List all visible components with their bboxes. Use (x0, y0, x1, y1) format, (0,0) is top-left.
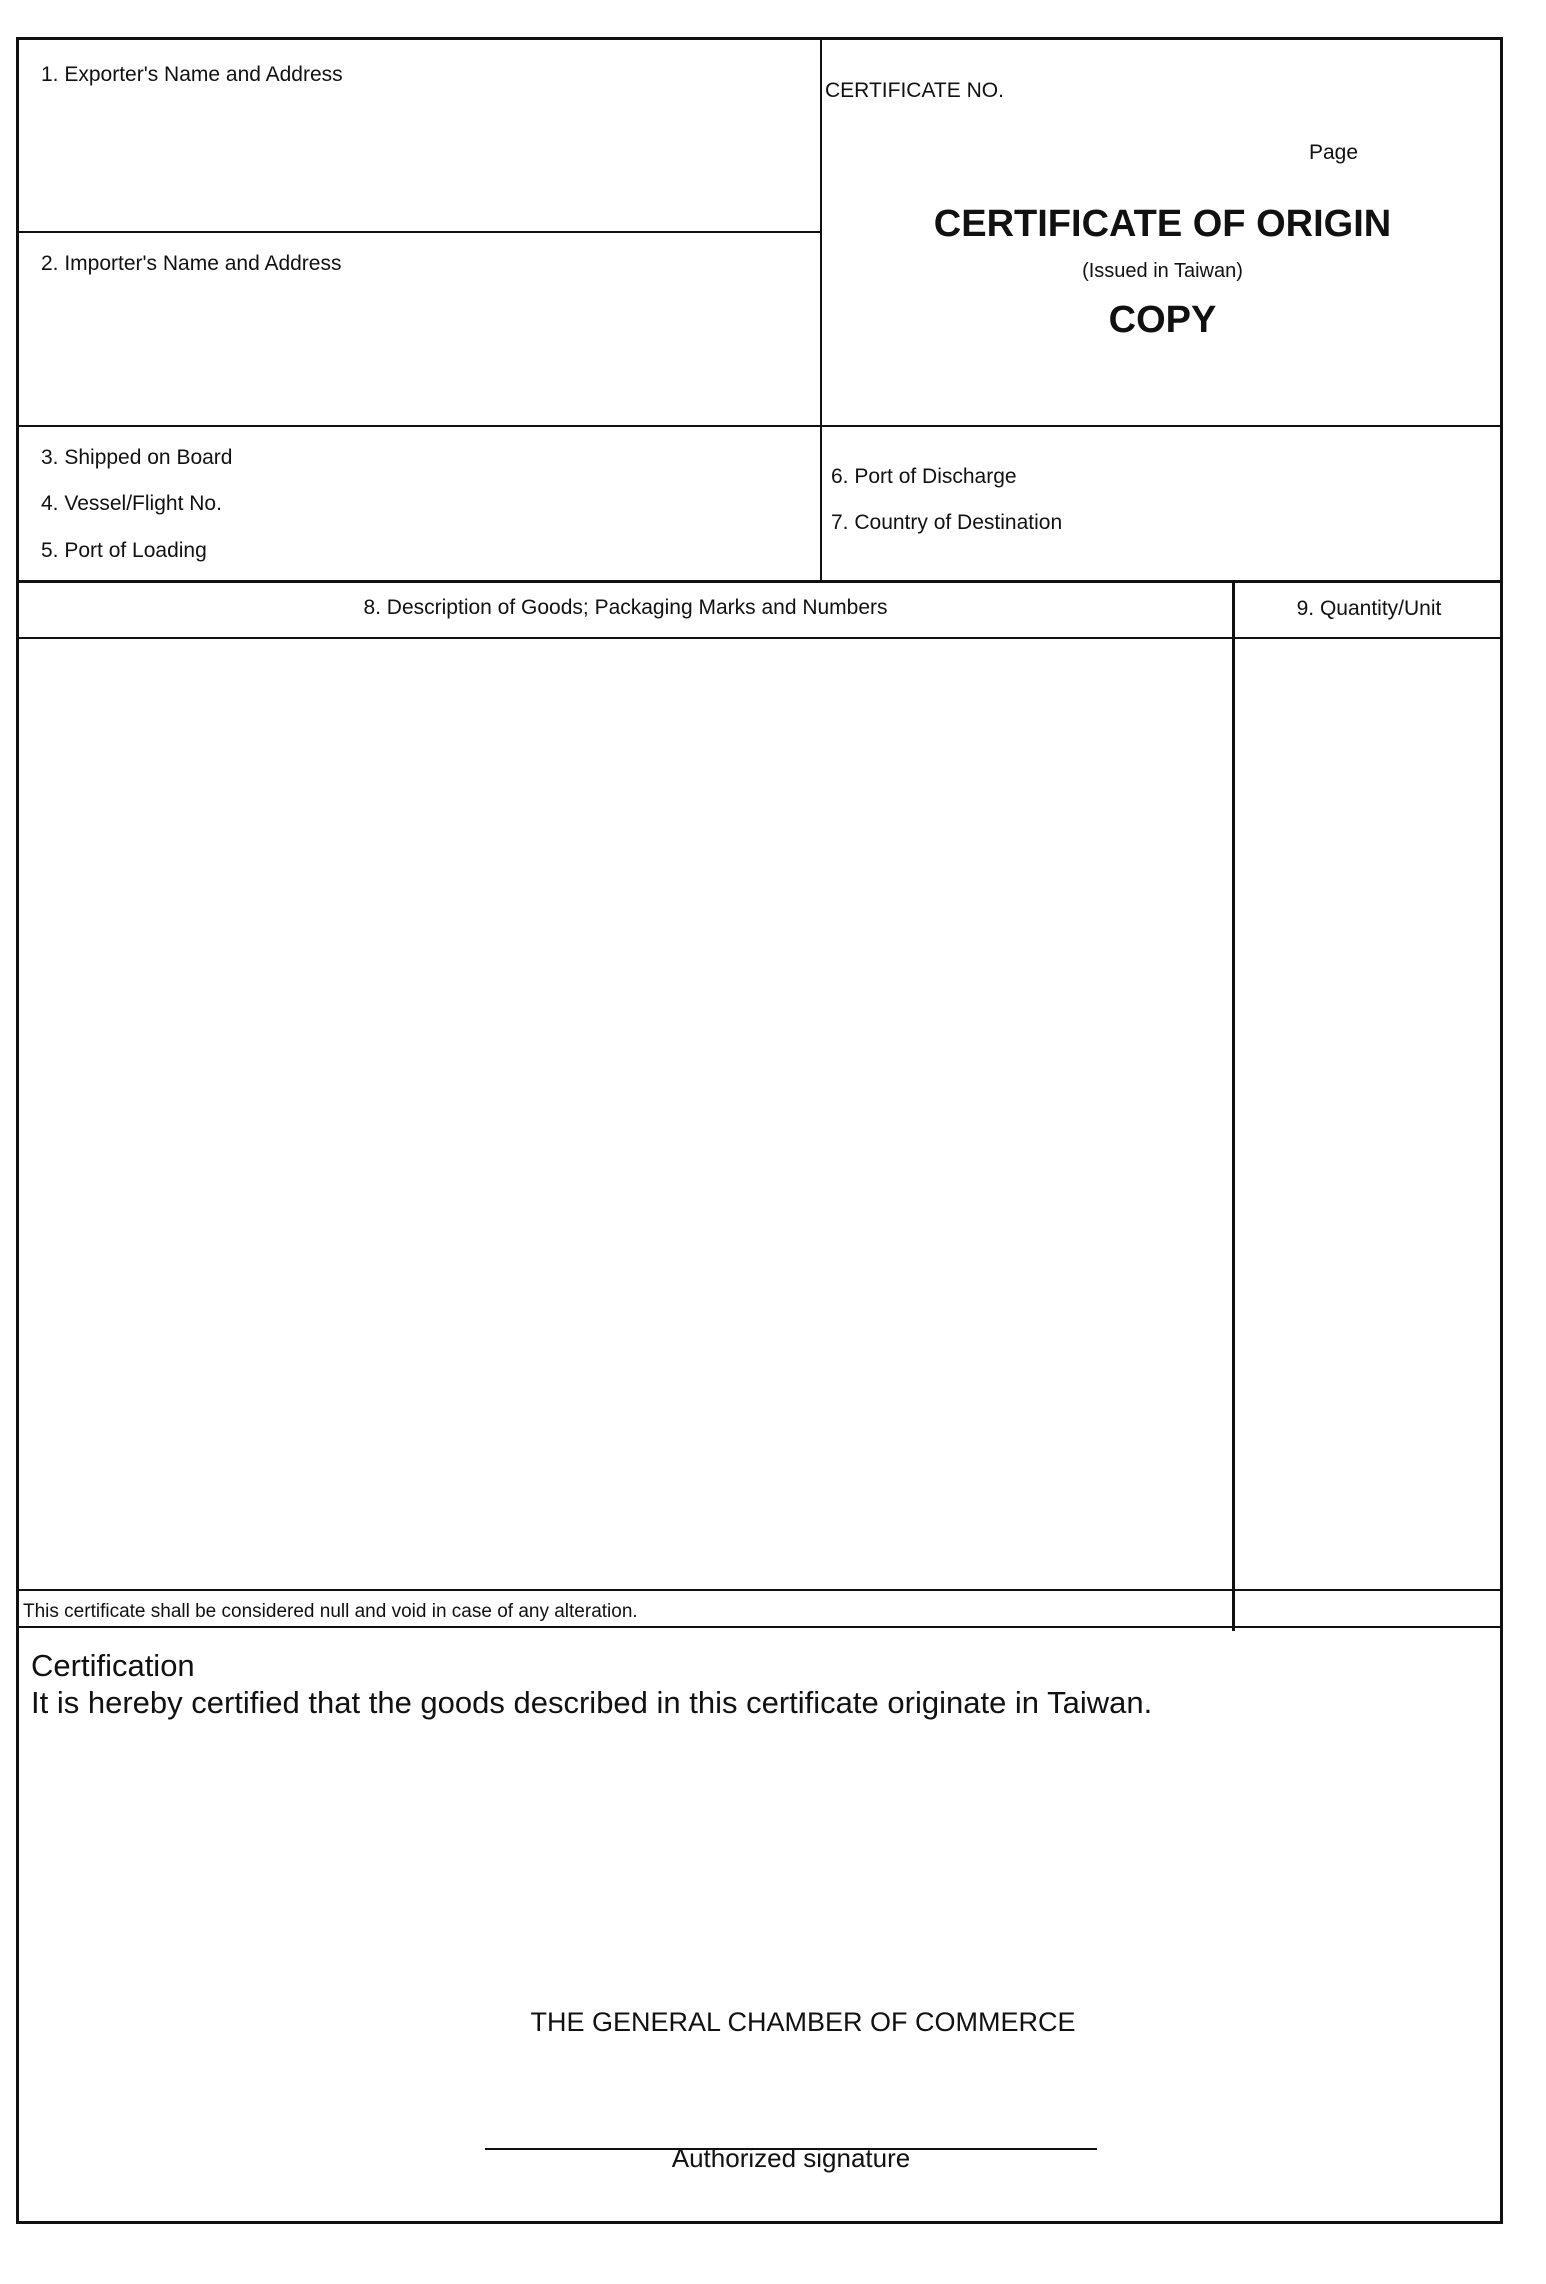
importer-label: 2. Importer's Name and Address (41, 252, 342, 275)
shipped-on-board-label: 3. Shipped on Board (41, 446, 233, 469)
certificate-no-label: CERTIFICATE NO. (825, 79, 1004, 102)
issuer-name: THE GENERAL CHAMBER OF COMMERCE (530, 2007, 1076, 2037)
document-subtitle: (Issued in Taiwan) (1082, 260, 1243, 282)
divider-exporter-importer (19, 231, 821, 233)
certification-heading: Certification (31, 1648, 195, 1683)
country-of-destination-label: 7. Country of Destination (831, 511, 1063, 534)
description-of-goods-label: 8. Description of Goods; Packaging Marks and Numbers (363, 596, 888, 619)
port-of-loading-label: 5. Port of Loading (41, 539, 207, 562)
divider-header-shipping (19, 425, 1503, 427)
divider-notice-bottom (19, 1626, 1503, 1628)
certificate-form (16, 37, 1503, 2224)
vessel-flight-label: 4. Vessel/Flight No. (41, 492, 222, 515)
page-label: Page (1309, 141, 1359, 164)
divider-shipping-goods (19, 580, 1503, 583)
divider-goods-header (19, 637, 1503, 639)
copy-mark: COPY (1108, 299, 1217, 341)
divider-goods-bottom (19, 1589, 1503, 1591)
exporter-label: 1. Exporter's Name and Address (41, 63, 343, 86)
signature-label: Authorized signature (671, 2143, 911, 2173)
divider-goods-quantity (1232, 582, 1235, 1631)
port-of-discharge-label: 6. Port of Discharge (831, 465, 1017, 488)
alteration-notice: This certificate shall be considered null and void in case of any alteration. (23, 1601, 638, 1622)
quantity-unit-label: 9. Quantity/Unit (1296, 597, 1442, 620)
certification-statement: It is hereby certified that the goods described in this certificate originate in Taiwan. (31, 1685, 1153, 1720)
document-title: CERTIFICATE OF ORIGIN (933, 203, 1392, 245)
